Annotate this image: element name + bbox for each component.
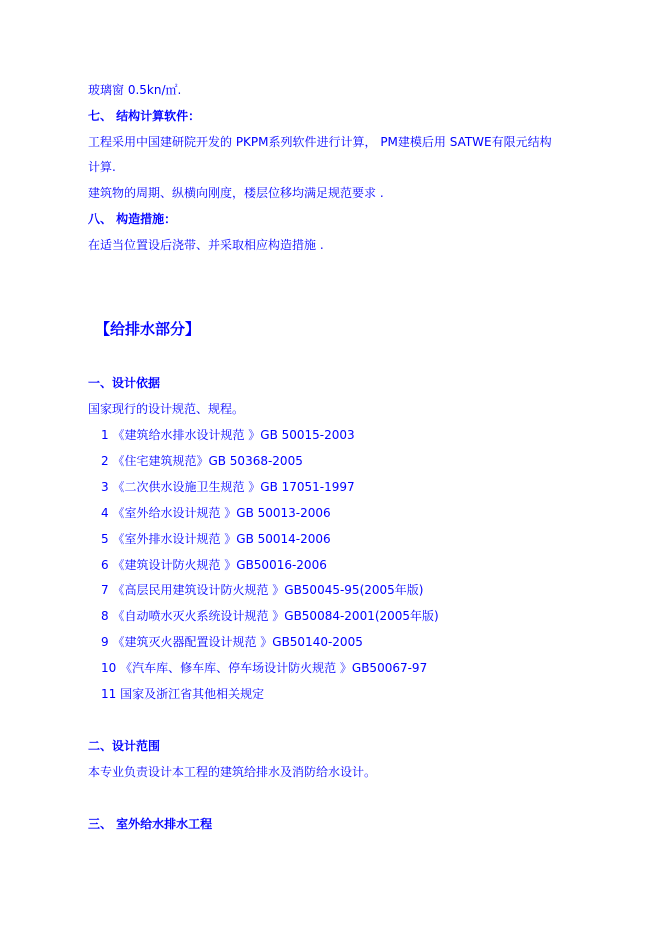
construction-measures-paragraph: 在适当位置设后浇带、并采取相应构造措施 .: [88, 238, 324, 252]
design-scope-paragraph: 本专业负责设计本工程的建筑给排水及消防给水设计。: [88, 765, 377, 779]
reference-item: 11 国家及浙江省其他相关规定: [101, 687, 265, 701]
reference-item: 8 《自动喷水灭火系统设计规范 》GB50084-2001(2005年版): [101, 609, 439, 623]
section-seven-heading: 七、 结构计算软件：: [88, 109, 201, 123]
reference-item: 5 《室外排水设计规范 》GB 50014-2006: [101, 532, 331, 546]
reference-item: 4 《室外给水设计规范 》GB 50013-2006: [101, 506, 331, 520]
software-paragraph-line1: 工程采用中国建研院开发的 PKPM系列软件进行计算， PM建模后用 SATWE有限元结构: [88, 135, 552, 149]
section-eight-heading: 八、 构造措施：: [88, 212, 177, 226]
reference-item: 3 《二次供水设施卫生规范 》GB 17051-1997: [101, 480, 355, 494]
design-scope-heading: 二、设计范围: [88, 739, 161, 753]
glass-window-load-text: 玻璃窗 0.5kn/㎡.: [88, 83, 182, 97]
period-stiffness-paragraph: 建筑物的周期、纵横向刚度，楼层位移均满足规范要求 .: [88, 186, 384, 200]
outdoor-water-heading: 三、 室外给水排水工程: [88, 817, 213, 831]
reference-item: 10 《汽车库、修车库、停车场设计防火规范 》GB50067-97: [101, 661, 428, 675]
reference-item: 7 《高层民用建筑设计防火规范 》GB50045-95(2005年版): [101, 583, 424, 597]
reference-item: 2 《住宅建筑规范》GB 50368-2005: [101, 454, 303, 468]
design-basis-heading: 一、设计依据: [88, 376, 161, 390]
reference-item: 1 《建筑给水排水设计规范 》GB 50015-2003: [101, 428, 355, 442]
reference-item: 6 《建筑设计防火规范 》GB50016-2006: [101, 558, 327, 572]
software-paragraph-line2: 计算.: [88, 160, 116, 174]
design-basis-intro: 国家现行的设计规范、规程。: [88, 402, 245, 416]
plumbing-section-title: 【给排水部分】: [95, 320, 201, 338]
reference-item: 9 《建筑灭火器配置设计规范 》GB50140-2005: [101, 635, 363, 649]
